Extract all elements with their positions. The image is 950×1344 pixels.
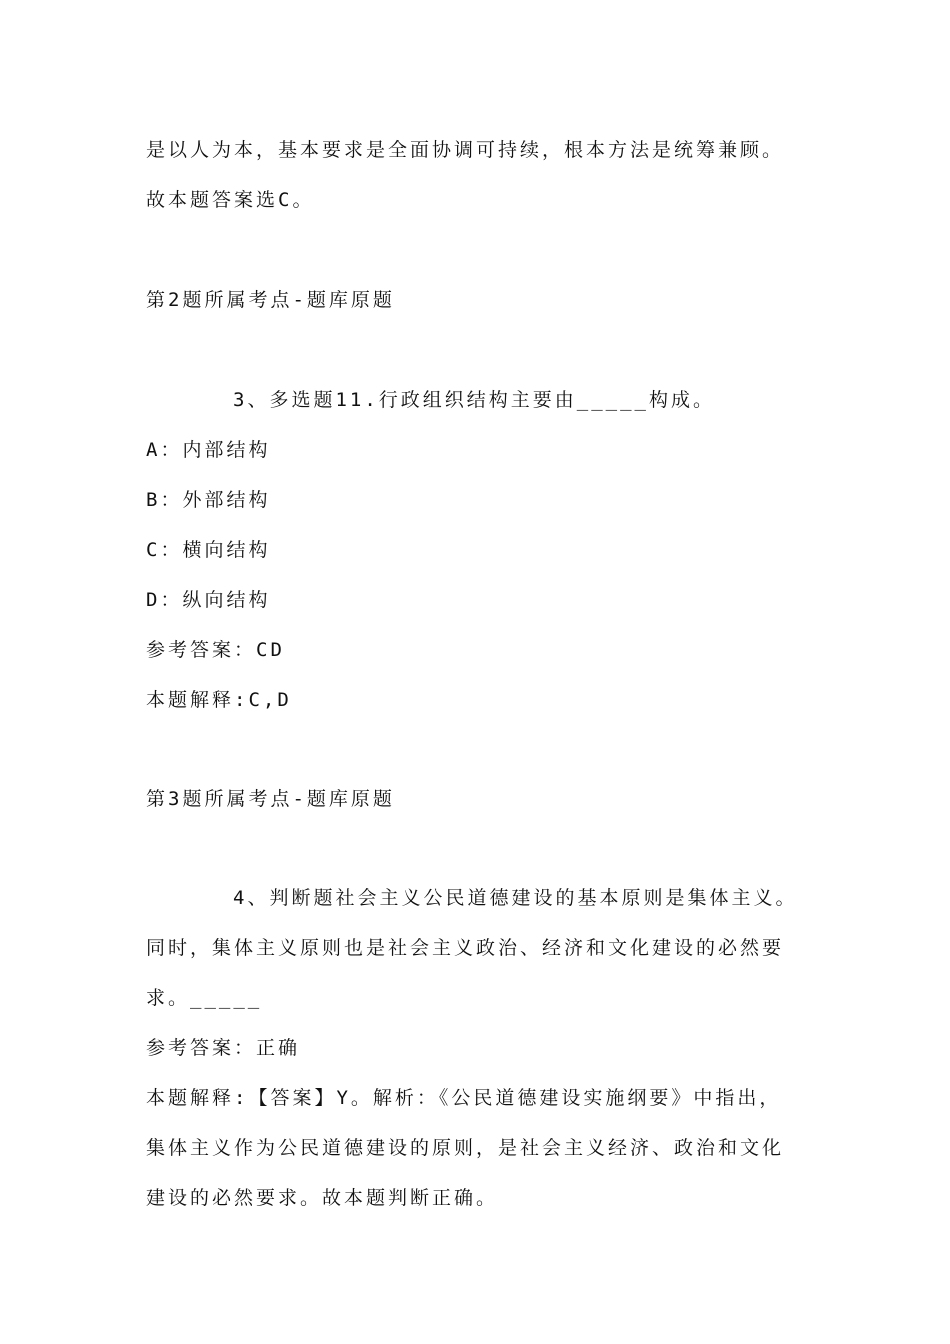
q4-explanation-line-1: 本题解释:【答案】Y。解析：《公民道德建设实施纲要》中指出， bbox=[146, 1087, 782, 1109]
q3-option-b: B：外部结构 bbox=[146, 489, 271, 511]
q4-answer: 参考答案：正确 bbox=[146, 1037, 301, 1059]
q3-topic: 第3题所属考点-题库原题 bbox=[146, 788, 395, 810]
q3-stem: 3、多选题11.行政组织结构主要由_____构成。 bbox=[233, 389, 715, 411]
q2-explanation-line-1: 是以人为本，基本要求是全面协调可持续，根本方法是统筹兼顾。 bbox=[146, 139, 785, 161]
q2-explanation-line-2: 故本题答案选C。 bbox=[146, 189, 315, 211]
q3-explanation: 本题解释:C,D bbox=[146, 689, 292, 711]
q4-stem-line-1: 4、判断题社会主义公民道德建设的基本原则是集体主义。 bbox=[233, 887, 798, 909]
q3-option-a: A：内部结构 bbox=[146, 439, 271, 461]
q3-option-c: C：横向结构 bbox=[146, 539, 271, 561]
q3-option-d: D：纵向结构 bbox=[146, 589, 271, 611]
q2-topic: 第2题所属考点-题库原题 bbox=[146, 289, 395, 311]
q4-explanation-line-3: 建设的必然要求。故本题判断正确。 bbox=[146, 1187, 499, 1209]
q3-answer: 参考答案：CD bbox=[146, 639, 285, 661]
q4-explanation-line-2: 集体主义作为公民道德建设的原则，是社会主义经济、政治和文化 bbox=[146, 1137, 785, 1159]
q4-stem-line-3: 求。_____ bbox=[146, 987, 263, 1009]
q4-stem-line-2: 同时，集体主义原则也是社会主义政治、经济和文化建设的必然要 bbox=[146, 937, 785, 959]
